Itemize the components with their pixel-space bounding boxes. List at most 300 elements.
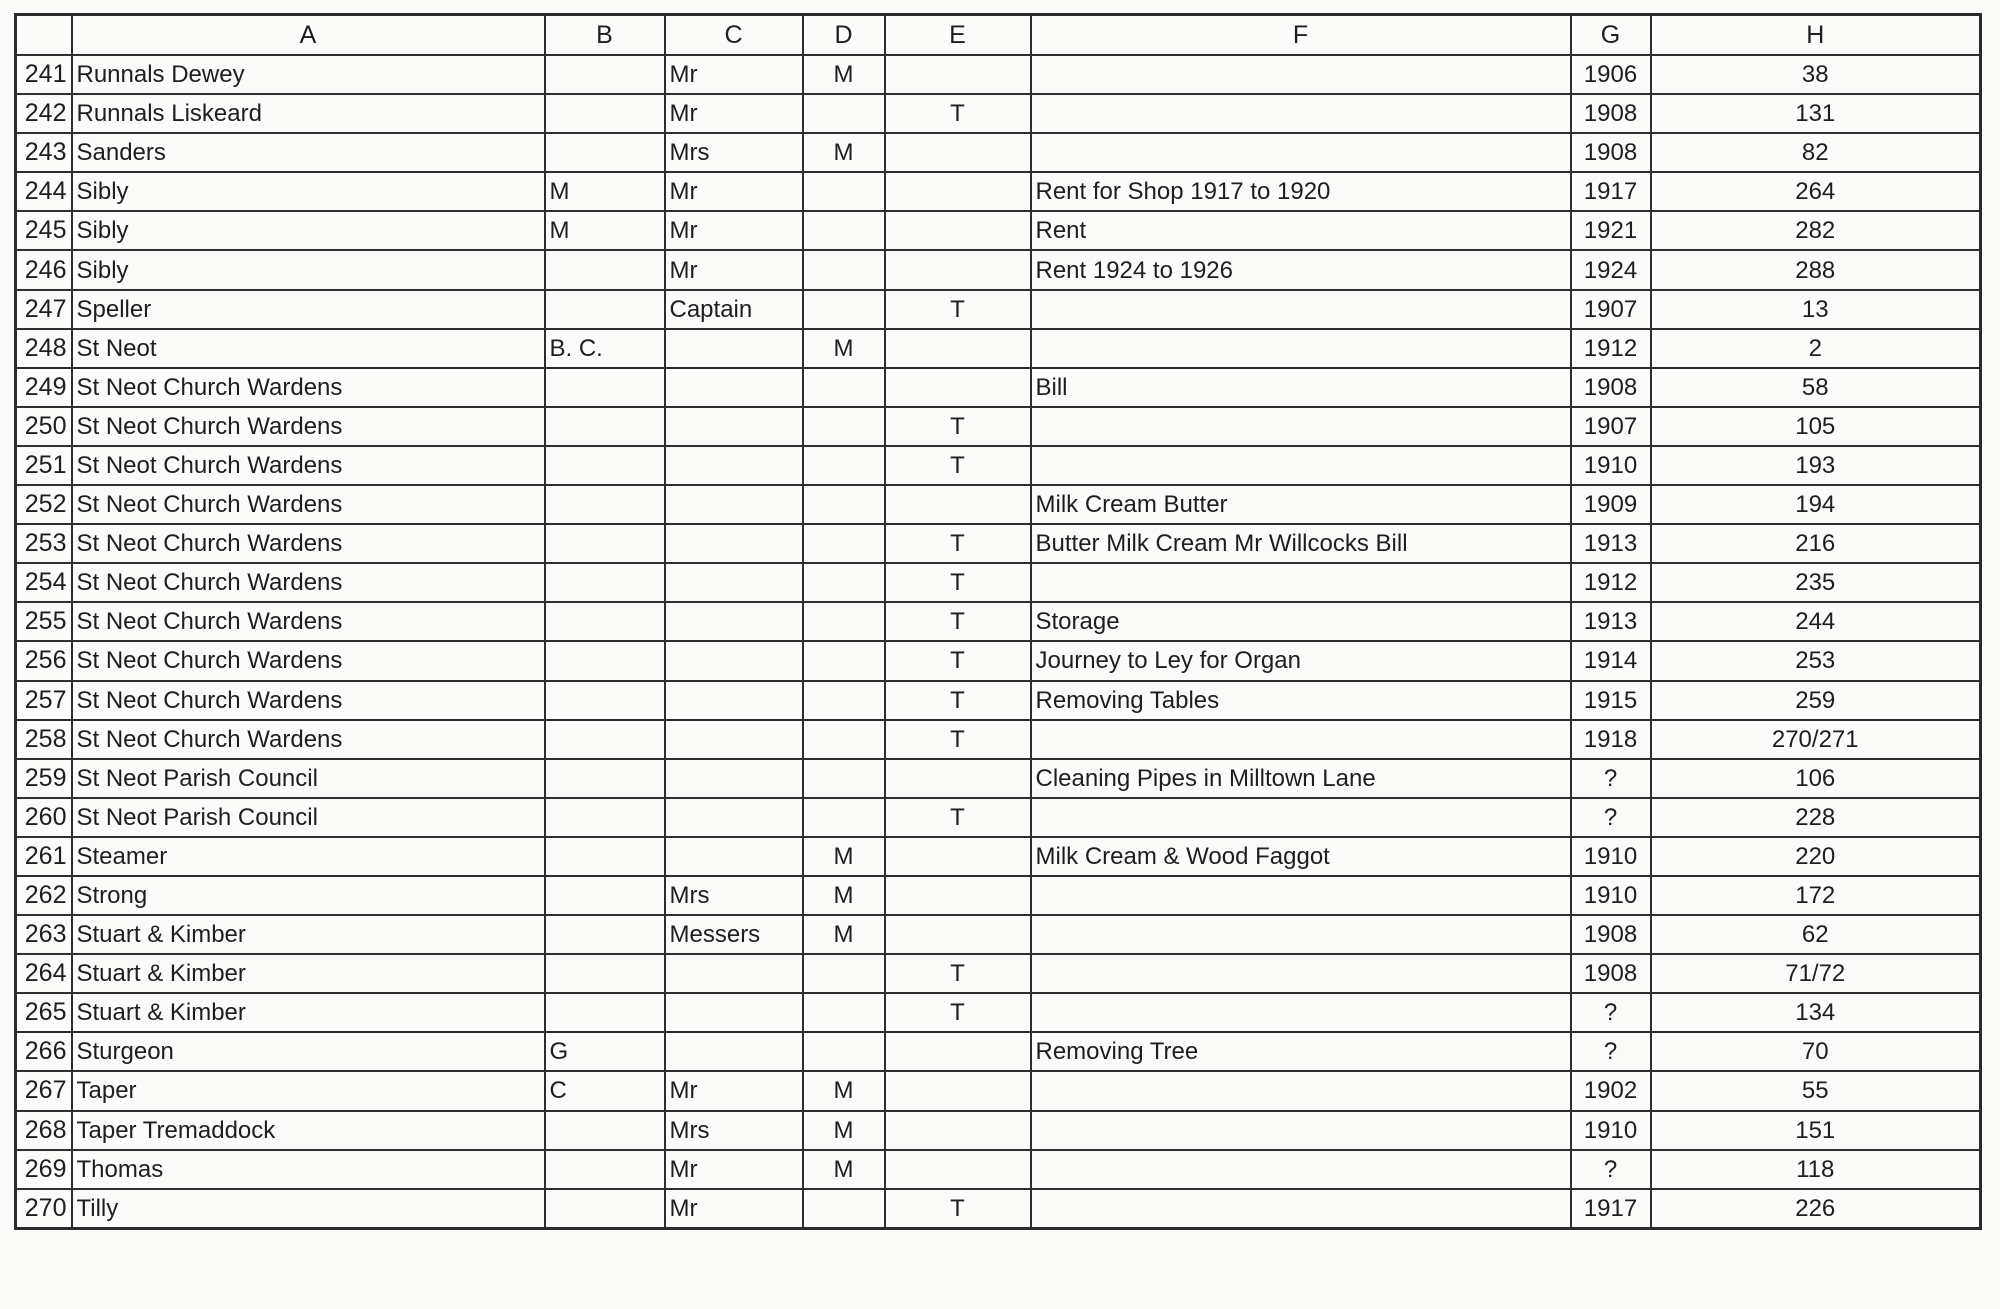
cell-c-title — [665, 798, 803, 837]
cell-e — [885, 133, 1031, 172]
cell-f-description — [1031, 563, 1571, 602]
cell-c-title — [665, 1032, 803, 1071]
cell-a-name: Stuart & Kimber — [72, 954, 545, 993]
cell-f-description: Milk Cream & Wood Faggot — [1031, 837, 1571, 876]
cell-f-description: Rent for Shop 1917 to 1920 — [1031, 172, 1571, 211]
cell-b — [545, 602, 665, 641]
cell-a-name: Taper Tremaddock — [72, 1111, 545, 1150]
cell-g-year: 1910 — [1571, 837, 1651, 876]
cell-g-year: 1913 — [1571, 602, 1651, 641]
cell-d — [803, 446, 885, 485]
cell-b — [545, 798, 665, 837]
cell-row-number: 256 — [16, 641, 72, 680]
cell-g-year: 1908 — [1571, 368, 1651, 407]
cell-d: M — [803, 915, 885, 954]
cell-h-page: 228 — [1651, 798, 1981, 837]
cell-g-year: 1917 — [1571, 172, 1651, 211]
cell-row-number: 250 — [16, 407, 72, 446]
cell-f-description — [1031, 329, 1571, 368]
cell-f-description — [1031, 1111, 1571, 1150]
cell-b: G — [545, 1032, 665, 1071]
table-row — [16, 798, 1981, 837]
table-row — [16, 641, 1981, 680]
cell-e: T — [885, 563, 1031, 602]
cell-a-name: St Neot Church Wardens — [72, 485, 545, 524]
cell-f-description — [1031, 720, 1571, 759]
cell-row-number: 266 — [16, 1032, 72, 1071]
cell-h-page: 259 — [1651, 681, 1981, 720]
cell-b: M — [545, 211, 665, 250]
cell-c-title — [665, 329, 803, 368]
cell-f-description: Milk Cream Butter — [1031, 485, 1571, 524]
cell-g-year: ? — [1571, 993, 1651, 1032]
cell-e — [885, 1032, 1031, 1071]
cell-b — [545, 446, 665, 485]
cell-d — [803, 681, 885, 720]
cell-a-name: Runnals Dewey — [72, 55, 545, 94]
cell-e: T — [885, 602, 1031, 641]
cell-f-description — [1031, 1189, 1571, 1229]
cell-a-name: St Neot Parish Council — [72, 759, 545, 798]
table-row — [16, 211, 1981, 250]
cell-d — [803, 211, 885, 250]
cell-c-title — [665, 407, 803, 446]
cell-g-year: 1924 — [1571, 250, 1651, 289]
cell-b — [545, 524, 665, 563]
table-body — [16, 55, 1981, 1228]
cell-e: T — [885, 993, 1031, 1032]
cell-d: M — [803, 133, 885, 172]
cell-g-year: 1908 — [1571, 133, 1651, 172]
cell-a-name: Steamer — [72, 837, 545, 876]
cell-h-page: 13 — [1651, 290, 1981, 329]
table-row — [16, 1150, 1981, 1189]
cell-f-description — [1031, 915, 1571, 954]
cell-h-page: 118 — [1651, 1150, 1981, 1189]
table-row — [16, 1032, 1981, 1071]
column-header-e: E — [885, 15, 1031, 56]
cell-f-description — [1031, 446, 1571, 485]
cell-b — [545, 250, 665, 289]
cell-e — [885, 55, 1031, 94]
cell-c-title — [665, 759, 803, 798]
cell-d — [803, 485, 885, 524]
table-row — [16, 759, 1981, 798]
cell-g-year: 1910 — [1571, 1111, 1651, 1150]
cell-b — [545, 837, 665, 876]
cell-d: M — [803, 1071, 885, 1110]
cell-d: M — [803, 1150, 885, 1189]
cell-b — [545, 641, 665, 680]
cell-b: C — [545, 1071, 665, 1110]
cell-f-description: Rent — [1031, 211, 1571, 250]
cell-f-description — [1031, 290, 1571, 329]
cell-a-name: St Neot Church Wardens — [72, 368, 545, 407]
cell-row-number: 259 — [16, 759, 72, 798]
cell-row-number: 255 — [16, 602, 72, 641]
cell-e: T — [885, 641, 1031, 680]
cell-e — [885, 368, 1031, 407]
cell-c-title: Messers — [665, 915, 803, 954]
cell-e: T — [885, 94, 1031, 133]
cell-c-title — [665, 485, 803, 524]
cell-row-number: 263 — [16, 915, 72, 954]
table-row — [16, 602, 1981, 641]
cell-b: M — [545, 172, 665, 211]
cell-g-year: 1902 — [1571, 1071, 1651, 1110]
cell-c-title: Mrs — [665, 1111, 803, 1150]
cell-a-name: Tilly — [72, 1189, 545, 1229]
cell-d — [803, 641, 885, 680]
cell-e — [885, 915, 1031, 954]
table-row — [16, 250, 1981, 289]
column-header-row — [16, 15, 1981, 56]
cell-row-number: 243 — [16, 133, 72, 172]
cell-h-page: 134 — [1651, 993, 1981, 1032]
cell-d — [803, 290, 885, 329]
cell-f-description: Cleaning Pipes in Milltown Lane — [1031, 759, 1571, 798]
cell-d: M — [803, 837, 885, 876]
cell-g-year: 1910 — [1571, 876, 1651, 915]
cell-d — [803, 172, 885, 211]
table-row — [16, 172, 1981, 211]
cell-g-year: 1913 — [1571, 524, 1651, 563]
cell-b — [545, 133, 665, 172]
cell-d — [803, 250, 885, 289]
cell-a-name: Sibly — [72, 172, 545, 211]
cell-b — [545, 485, 665, 524]
cell-row-number: 253 — [16, 524, 72, 563]
cell-d — [803, 1189, 885, 1229]
cell-f-description: Removing Tree — [1031, 1032, 1571, 1071]
cell-e — [885, 1071, 1031, 1110]
cell-a-name: Sibly — [72, 250, 545, 289]
cell-d — [803, 759, 885, 798]
cell-c-title: Mrs — [665, 876, 803, 915]
column-header-a: A — [72, 15, 545, 56]
cell-e: T — [885, 798, 1031, 837]
cell-h-page: 71/72 — [1651, 954, 1981, 993]
cell-d: M — [803, 1111, 885, 1150]
cell-a-name: St Neot — [72, 329, 545, 368]
cell-d — [803, 954, 885, 993]
cell-row-number: 258 — [16, 720, 72, 759]
table-row — [16, 524, 1981, 563]
cell-b — [545, 993, 665, 1032]
table-row — [16, 485, 1981, 524]
cell-row-number: 244 — [16, 172, 72, 211]
cell-a-name: Runnals Liskeard — [72, 94, 545, 133]
cell-a-name: Taper — [72, 1071, 545, 1110]
cell-g-year: 1908 — [1571, 915, 1651, 954]
cell-row-number: 265 — [16, 993, 72, 1032]
cell-e — [885, 1150, 1031, 1189]
cell-d — [803, 993, 885, 1032]
cell-f-description — [1031, 94, 1571, 133]
cell-b — [545, 1189, 665, 1229]
cell-row-number: 252 — [16, 485, 72, 524]
table-row — [16, 133, 1981, 172]
cell-a-name: Stuart & Kimber — [72, 993, 545, 1032]
cell-e — [885, 759, 1031, 798]
cell-b — [545, 1111, 665, 1150]
cell-g-year: 1912 — [1571, 563, 1651, 602]
cell-d — [803, 602, 885, 641]
cell-row-number: 268 — [16, 1111, 72, 1150]
cell-h-page: 131 — [1651, 94, 1981, 133]
cell-row-number: 249 — [16, 368, 72, 407]
cell-b — [545, 720, 665, 759]
cell-row-number: 264 — [16, 954, 72, 993]
cell-g-year: 1918 — [1571, 720, 1651, 759]
cell-e — [885, 1111, 1031, 1150]
cell-e — [885, 876, 1031, 915]
cell-b — [545, 915, 665, 954]
cell-b — [545, 94, 665, 133]
table-row — [16, 55, 1981, 94]
cell-c-title — [665, 720, 803, 759]
cell-b — [545, 55, 665, 94]
cell-c-title: Mr — [665, 1071, 803, 1110]
cell-row-number: 251 — [16, 446, 72, 485]
cell-h-page: 253 — [1651, 641, 1981, 680]
cell-f-description: Rent 1924 to 1926 — [1031, 250, 1571, 289]
cell-a-name: St Neot Church Wardens — [72, 563, 545, 602]
cell-b — [545, 563, 665, 602]
table-row — [16, 1071, 1981, 1110]
cell-f-description — [1031, 407, 1571, 446]
cell-h-page: 216 — [1651, 524, 1981, 563]
cell-d — [803, 368, 885, 407]
cell-c-title — [665, 602, 803, 641]
cell-a-name: Thomas — [72, 1150, 545, 1189]
cell-c-title: Mr — [665, 211, 803, 250]
cell-row-number: 261 — [16, 837, 72, 876]
table-row — [16, 563, 1981, 602]
cell-row-number: 247 — [16, 290, 72, 329]
cell-h-page: 70 — [1651, 1032, 1981, 1071]
cell-h-page: 244 — [1651, 602, 1981, 641]
cell-c-title — [665, 563, 803, 602]
cell-h-page: 58 — [1651, 368, 1981, 407]
cell-a-name: St Neot Church Wardens — [72, 720, 545, 759]
table-row — [16, 290, 1981, 329]
cell-e — [885, 211, 1031, 250]
cell-f-description — [1031, 1071, 1571, 1110]
column-header-b: B — [545, 15, 665, 56]
cell-d: M — [803, 876, 885, 915]
cell-h-page: 105 — [1651, 407, 1981, 446]
table-row — [16, 1111, 1981, 1150]
cell-e: T — [885, 407, 1031, 446]
cell-g-year: 1914 — [1571, 641, 1651, 680]
cell-e — [885, 329, 1031, 368]
cell-h-page: 264 — [1651, 172, 1981, 211]
table-row — [16, 837, 1981, 876]
cell-e: T — [885, 290, 1031, 329]
cell-h-page: 194 — [1651, 485, 1981, 524]
cell-g-year: ? — [1571, 798, 1651, 837]
cell-h-page: 38 — [1651, 55, 1981, 94]
cell-c-title — [665, 993, 803, 1032]
cell-h-page: 106 — [1651, 759, 1981, 798]
cell-f-description — [1031, 993, 1571, 1032]
cell-f-description: Bill — [1031, 368, 1571, 407]
cell-g-year: 1909 — [1571, 485, 1651, 524]
cell-g-year: 1907 — [1571, 290, 1651, 329]
cell-a-name: St Neot Church Wardens — [72, 524, 545, 563]
cell-g-year: 1917 — [1571, 1189, 1651, 1229]
cell-a-name: St Neot Church Wardens — [72, 407, 545, 446]
cell-d: M — [803, 329, 885, 368]
cell-a-name: Sanders — [72, 133, 545, 172]
cell-a-name: Speller — [72, 290, 545, 329]
cell-e: T — [885, 524, 1031, 563]
cell-f-description — [1031, 798, 1571, 837]
cell-h-page: 270/271 — [1651, 720, 1981, 759]
cell-row-number: 267 — [16, 1071, 72, 1110]
cell-c-title — [665, 524, 803, 563]
cell-h-page: 193 — [1651, 446, 1981, 485]
cell-e: T — [885, 720, 1031, 759]
cell-e: T — [885, 446, 1031, 485]
cell-h-page: 226 — [1651, 1189, 1981, 1229]
cell-a-name: Strong — [72, 876, 545, 915]
cell-g-year: 1912 — [1571, 329, 1651, 368]
cell-c-title — [665, 954, 803, 993]
table-row — [16, 1189, 1981, 1229]
cell-d — [803, 563, 885, 602]
cell-b — [545, 876, 665, 915]
cell-g-year: 1907 — [1571, 407, 1651, 446]
cell-b — [545, 290, 665, 329]
spreadsheet-table — [14, 13, 1982, 1230]
cell-row-number: 260 — [16, 798, 72, 837]
cell-b — [545, 368, 665, 407]
cell-f-description — [1031, 133, 1571, 172]
cell-c-title: Mr — [665, 1189, 803, 1229]
cell-a-name: Sibly — [72, 211, 545, 250]
cell-c-title: Captain — [665, 290, 803, 329]
cell-h-page: 282 — [1651, 211, 1981, 250]
cell-c-title: Mr — [665, 172, 803, 211]
table-row — [16, 876, 1981, 915]
cell-h-page: 172 — [1651, 876, 1981, 915]
cell-h-page: 2 — [1651, 329, 1981, 368]
cell-row-number: 270 — [16, 1189, 72, 1229]
cell-e — [885, 172, 1031, 211]
cell-d — [803, 94, 885, 133]
table-row — [16, 720, 1981, 759]
cell-f-description: Storage — [1031, 602, 1571, 641]
cell-c-title — [665, 837, 803, 876]
cell-f-description — [1031, 1150, 1571, 1189]
cell-a-name: St Neot Parish Council — [72, 798, 545, 837]
cell-d — [803, 524, 885, 563]
cell-row-number: 245 — [16, 211, 72, 250]
cell-a-name: St Neot Church Wardens — [72, 446, 545, 485]
cell-g-year: ? — [1571, 1150, 1651, 1189]
cell-row-number: 254 — [16, 563, 72, 602]
cell-e — [885, 485, 1031, 524]
cell-c-title: Mr — [665, 55, 803, 94]
cell-c-title — [665, 446, 803, 485]
cell-h-page: 235 — [1651, 563, 1981, 602]
cell-f-description: Removing Tables — [1031, 681, 1571, 720]
cell-b — [545, 759, 665, 798]
cell-f-description: Butter Milk Cream Mr Willcocks Bill — [1031, 524, 1571, 563]
cell-c-title — [665, 368, 803, 407]
cell-e: T — [885, 681, 1031, 720]
table-row — [16, 407, 1981, 446]
table-row — [16, 681, 1981, 720]
cell-f-description — [1031, 954, 1571, 993]
cell-h-page: 288 — [1651, 250, 1981, 289]
cell-e — [885, 837, 1031, 876]
cell-e: T — [885, 1189, 1031, 1229]
cell-row-number: 242 — [16, 94, 72, 133]
cell-row-number: 262 — [16, 876, 72, 915]
column-header-g: G — [1571, 15, 1651, 56]
table-row — [16, 368, 1981, 407]
table-row — [16, 446, 1981, 485]
cell-c-title — [665, 681, 803, 720]
cell-h-page: 62 — [1651, 915, 1981, 954]
cell-row-number: 269 — [16, 1150, 72, 1189]
cell-a-name: Stuart & Kimber — [72, 915, 545, 954]
cell-b — [545, 954, 665, 993]
table-row — [16, 954, 1981, 993]
table-row — [16, 94, 1981, 133]
cell-g-year: 1908 — [1571, 954, 1651, 993]
cell-d — [803, 407, 885, 446]
cell-f-description — [1031, 876, 1571, 915]
cell-a-name: St Neot Church Wardens — [72, 641, 545, 680]
cell-g-year: 1906 — [1571, 55, 1651, 94]
cell-f-description: Journey to Ley for Organ — [1031, 641, 1571, 680]
cell-a-name: St Neot Church Wardens — [72, 602, 545, 641]
cell-a-name: Sturgeon — [72, 1032, 545, 1071]
cell-c-title: Mr — [665, 94, 803, 133]
table-row — [16, 915, 1981, 954]
column-header-rownum — [16, 15, 72, 56]
cell-d: M — [803, 55, 885, 94]
cell-row-number: 248 — [16, 329, 72, 368]
cell-e — [885, 250, 1031, 289]
cell-h-page: 55 — [1651, 1071, 1981, 1110]
cell-c-title: Mrs — [665, 133, 803, 172]
cell-d — [803, 720, 885, 759]
cell-e: T — [885, 954, 1031, 993]
cell-c-title: Mr — [665, 1150, 803, 1189]
cell-h-page: 151 — [1651, 1111, 1981, 1150]
column-header-d: D — [803, 15, 885, 56]
cell-row-number: 246 — [16, 250, 72, 289]
cell-g-year: 1908 — [1571, 94, 1651, 133]
cell-h-page: 220 — [1651, 837, 1981, 876]
cell-g-year: 1915 — [1571, 681, 1651, 720]
table-row — [16, 329, 1981, 368]
cell-g-year: ? — [1571, 759, 1651, 798]
cell-b: B. C. — [545, 329, 665, 368]
cell-a-name: St Neot Church Wardens — [72, 681, 545, 720]
table-row — [16, 993, 1981, 1032]
cell-g-year: ? — [1571, 1032, 1651, 1071]
column-header-f: F — [1031, 15, 1571, 56]
cell-b — [545, 681, 665, 720]
column-header-h: H — [1651, 15, 1981, 56]
column-header-c: C — [665, 15, 803, 56]
